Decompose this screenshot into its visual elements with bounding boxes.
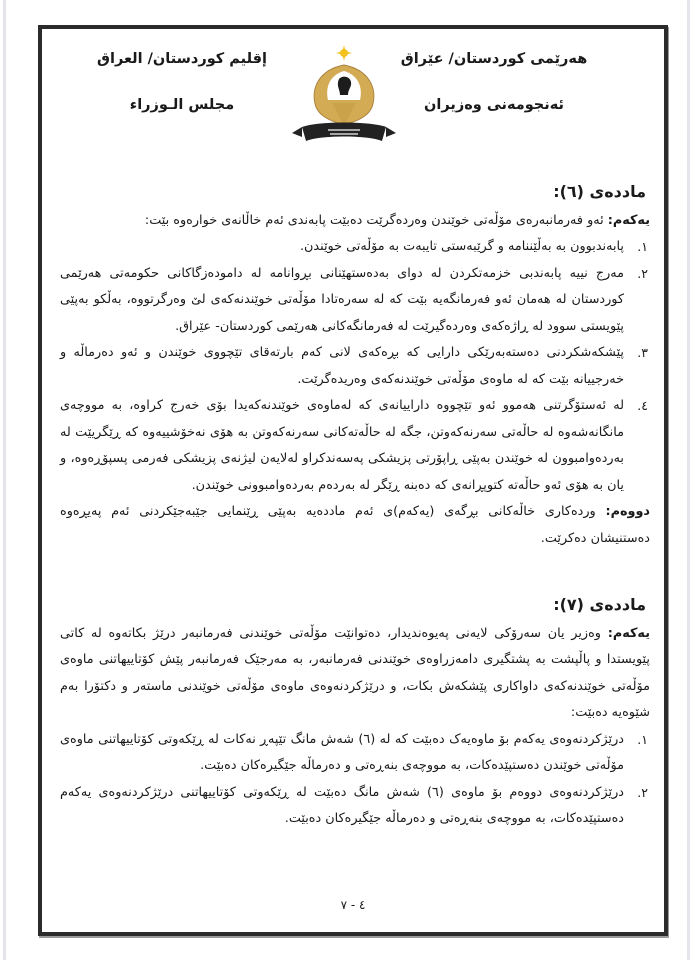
header-council-arabic: مجلس الـوزراء <box>129 97 235 113</box>
item-text: درێژکردنەوەی یەکەم بۆ ماوەیەک دەبێت کە لە (٦) شەش مانگ تێپەڕ نەکات لە ڕێکەوتی کۆتاییهاتنی ماوەی مۆڵەتی خوێندن دەستپێدەکات، بە مووچەی بنەڕەتی و دەرماڵە جێگیرەکان دەبێت. <box>60 731 624 773</box>
item-number: ١. <box>637 731 648 747</box>
scan-edge-left <box>3 0 6 960</box>
item-text: مەرج نییە پابەندبی خزمەتکردن لە دوای بەدەستهێنانی بڕوانامە لە دامودەزگاکانی حکومەتی هەرێمی کوردستان لە هەمان ئەو فەرمانگەیە بێت کە لە سەرەتادا مۆڵەتی خوێندنەکەی لێ وەرگرتووە، بەڵکو بەپێی پێویستی سوود لە ڕاژەکەی وەردەگیرێت لە فەرمانگەکانی هەرێمی کوردستان- عێراق. <box>60 265 624 334</box>
article-6-title: ماددەی (٦): <box>553 182 646 201</box>
section-spacer <box>60 552 650 592</box>
list-item <box>60 727 648 780</box>
article-7-first-clause <box>60 621 650 727</box>
header-region-arabic: إقليم كوردستان/ العراق <box>97 51 267 67</box>
item-number: ٢. <box>637 784 648 800</box>
article-7-title: ماددەی (٧): <box>553 595 646 614</box>
item-text: لە ئەستۆگرتنی هەموو ئەو تێچووە داراییانەی کە لەماوەی خوێندنەکەیدا بۆی خەرج کراوە، بە مووچەی مانگانەشەوە لە حاڵەتی سەرنەکەوتن، جگە لە حاڵەتەکانی سەرنەکەوتن بە هۆی نەخۆشییەوە کە ڕێگریێت لە بەردەوامبوون لە خوێندن بەپێی ڕاپۆرتی پزیشکی پەسەندکراو لەلایەن لیژنەی پزیشکی فەرمی پسپۆڕەوە، و یان بە هۆی ئەو حاڵەتە کتوپڕانەی کە دەبنە ڕێگر لە بەردەم بەردەوامبوونی خوێندن. <box>60 398 624 493</box>
clause-label: یەکەم: <box>607 625 650 641</box>
list-item <box>60 261 648 341</box>
clause-label: یەکەم: <box>607 212 650 228</box>
list-item <box>60 340 648 393</box>
list-item <box>60 780 648 833</box>
scan-edge-right <box>687 0 690 960</box>
item-number: ١. <box>637 239 648 254</box>
item-text: پێشکەشکردنی دەستەبەرێکی دارایی کە بڕەکەی لانی کەم بارتەقای تێچووی خوێندن و ئەو دەرماڵە و خەرجییانە بێت کە لە ماوەی مۆڵەتی خوێندنەکەی وەریدەگرێت. <box>60 345 624 387</box>
clause-text: وەزیر یان سەرۆکی لایەنی پەیوەندیدار، دەتوانێت مۆڵەتی خوێندنی فەرمانبەر درێژ بکاتەوە لە کاتی پێویستدا و پاڵپشت بە پشتگیری دامەزراوەی خوێندنی فەرمانبەر، بە مەرجێک فەرمانبەر پێش کۆتاییهاتنی ماوەی مۆڵەتی خوێندنەکەی داواکاری پێشکەش بکات، و درێژکردنەوەی ماوەی مۆڵەتی خوێندنی ماستەر و دکتۆرا بەم شێوەیە دەبێت: <box>60 625 650 720</box>
page-number: ٤ - ٧ <box>340 898 366 912</box>
item-number: ٣. <box>637 345 648 360</box>
article-6-first-clause <box>60 208 650 235</box>
document-body <box>60 179 650 833</box>
list-item <box>60 393 648 499</box>
kurdistan-emblem-icon <box>288 45 400 145</box>
item-number: ٤. <box>637 398 648 413</box>
document-page <box>42 29 664 932</box>
header-kurdish <box>394 51 594 113</box>
clause-label: دووەم: <box>605 504 650 519</box>
document-frame <box>38 25 668 936</box>
article-7-items <box>60 727 650 833</box>
article-6-second-clause <box>60 499 650 552</box>
item-text: درێژکردنەوەی دووەم بۆ ماوەی (٦) شەش مانگ دەبێت لە ڕێکەوتی کۆتاییهاتنی درێژکردنەوەی یەکەم دەستپێدەکات، بە مووچەی بنەڕەتی و دەرماڵە جێگیرەکان دەبێت. <box>60 784 624 826</box>
item-number: ٢. <box>637 265 648 281</box>
article-6-items <box>60 234 650 499</box>
header-council-kurdish: ئەنجومەنی وەزیران <box>424 97 564 113</box>
header-arabic <box>82 51 282 113</box>
header-region-kurdish: هەرێمی کوردستان/ عێراق <box>400 51 588 67</box>
clause-text: ئەو فەرمانبەرەی مۆڵەتی خوێندن وەردەگرێت دەبێت پابەندی ئەم خاڵانەی خوارەوە بێت: <box>144 212 608 228</box>
item-text: پابەندبوون بە بەڵێننامە و گرێبەستی تایبەت بە مۆڵەتی خوێندن. <box>299 239 624 254</box>
list-item <box>60 234 648 261</box>
clause-text: وردەکاری خاڵەکانی بڕگەی (یەکەم)ی ئەم ماددەیە بەپێی ڕێنمایی جێبەجێکردنی ئەم پەیڕەوە دەستنیشان دەکرێت. <box>60 504 650 546</box>
